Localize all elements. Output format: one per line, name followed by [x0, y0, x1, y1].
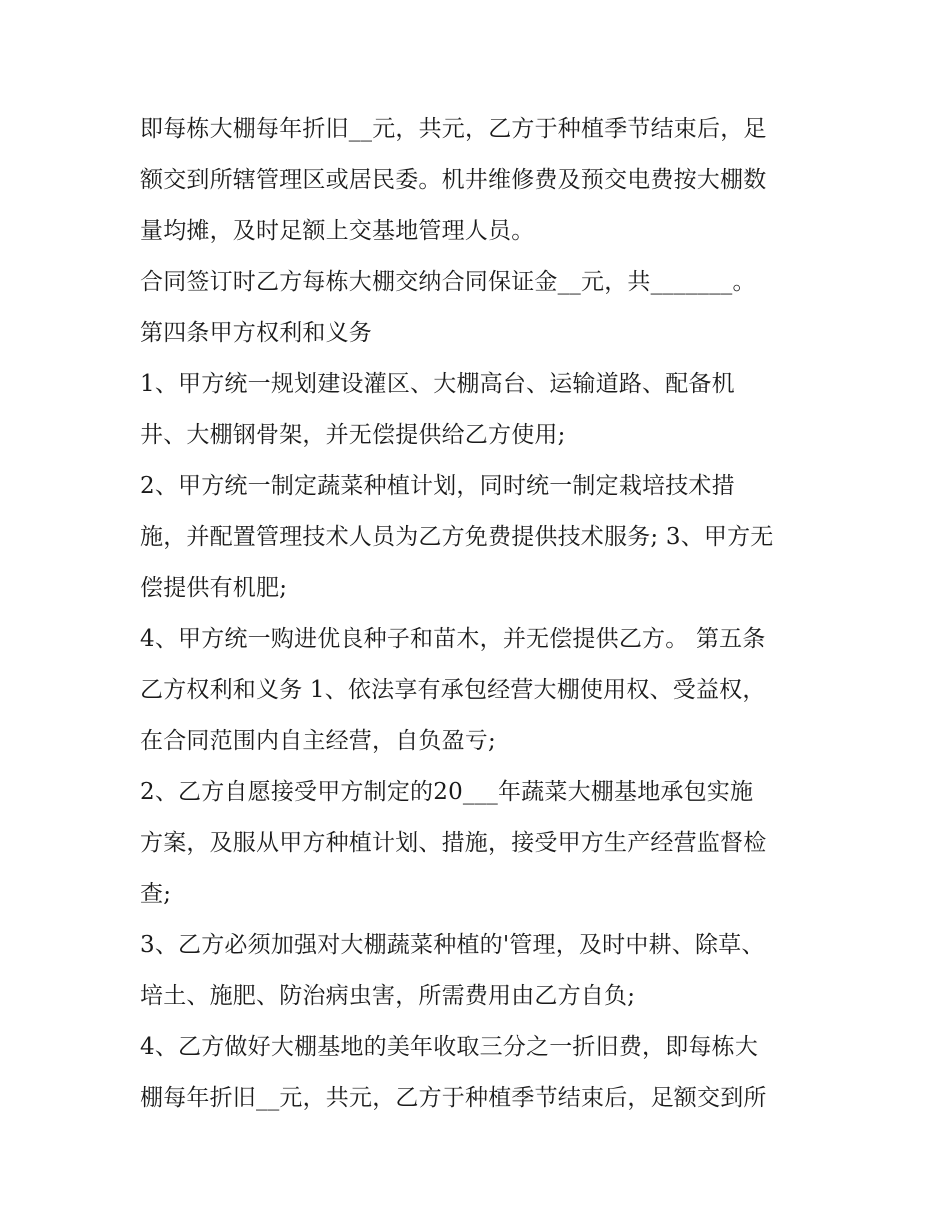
- text-line: 在合同范围内自主经营，自负盈亏;: [140, 728, 496, 754]
- text-line: 4、乙方做好大棚基地的美年收取三分之一折旧费，即每栋大: [140, 1034, 759, 1060]
- text-line: 偿提供有机肥;: [140, 575, 288, 601]
- text-line: 棚每年折旧__元，共元，乙方于种植季节结束后，足额交到所: [140, 1085, 767, 1111]
- text-line: 乙方权利和义务 1、依法享有承包经营大棚使用权、受益权，: [140, 677, 766, 703]
- text-line: 培土、施肥、防治病虫害，所需费用由乙方自负;: [140, 983, 636, 1009]
- text-line: 2、甲方统一制定蔬菜种植计划，同时统一制定栽培技术措: [140, 473, 735, 499]
- section-heading: 第四条甲方权利和义务: [140, 320, 372, 346]
- text-line: 额交到所辖管理区或居民委。机井维修费及预交电费按大棚数: [140, 167, 767, 193]
- document-body: [140, 104, 820, 1124]
- text-line: 即每栋大棚每年折旧__元，共元，乙方于种植季节结束后，足: [140, 116, 767, 142]
- text-line: 方案，及服从甲方种植计划、措施，接受甲方生产经营监督检: [140, 830, 767, 856]
- text-line: 3、乙方必须加强对大棚蔬菜种植的'管理，及时中耕、除草、: [140, 932, 765, 958]
- text-line: 井、大棚钢骨架，并无偿提供给乙方使用;: [140, 422, 566, 448]
- text-line: 施，并配置管理技术人员为乙方免费提供技术服务; 3、甲方无: [140, 524, 774, 550]
- text-line: 4、甲方统一购进优良种子和苗木，并无偿提供乙方。 第五条: [140, 626, 766, 652]
- text-line: 合同签订时乙方每栋大棚交纳合同保证金__元，共_______。: [140, 269, 756, 295]
- text-line: 量均摊，及时足额上交基地管理人员。: [140, 218, 535, 244]
- text-line: 查;: [140, 881, 172, 907]
- text-line: 1、甲方统一规划建设灌区、大棚高台、运输道路、配备机: [140, 371, 735, 397]
- text-line: 2、乙方自愿接受甲方制定的20___年蔬菜大棚基地承包实施: [140, 779, 754, 805]
